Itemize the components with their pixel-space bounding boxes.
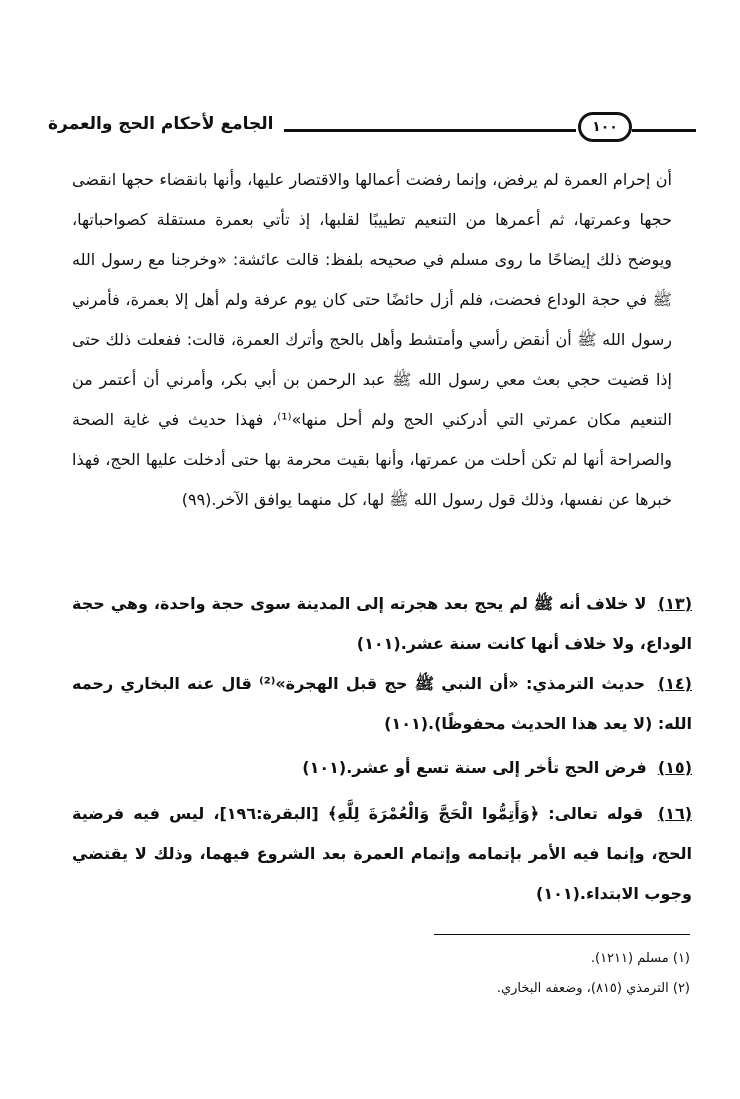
item-text: فرض الحج تأخر إلى سنة تسع أو عشر.(١٠١) [302,758,647,777]
item-text: حديث الترمذي: «أن النبي ﷺ حج قبل الهجرة»⁽²⁾ قال عنه البخاري رحمه الله: (لا يعد هذا الحديث محفوظًا).(١٠١) [72,674,692,733]
item-number: (١٤) [657,674,692,693]
item-text: قوله تعالى: ﴿وَأَتِمُّوا الْحَجَّ وَالْعُمْرَةَ لِلَّهِ﴾ [البقرة:١٩٦]، ليس فيه فرضية الحج، وإنما فيه الأمر بإتمامه وإتمام العمرة بعد الشروع فيهما، وذلك لا يقتضي وجوب الابتداء.(١٠١) [72,804,692,903]
footnote-separator [434,934,690,935]
header-rule-tail [632,129,696,132]
running-title: الجامع لأحكام الحج والعمرة [48,114,274,134]
item-number: (١٥) [657,758,692,777]
item-number: (١٣) [657,594,692,613]
header-rule [284,129,576,132]
footnote: (٢) الترمذي (٨١٥)، وضعفه البخاري. [496,981,690,996]
list-item-15 [72,748,692,788]
footnotes [90,944,690,1004]
list-item-13 [72,584,692,664]
footnote: (١) مسلم (١٢١١). [590,951,690,966]
page-number-badge: ١٠٠ [578,112,632,142]
list-item-16 [72,794,692,914]
item-number: (١٦) [657,804,693,823]
page-header [48,108,696,148]
item-text: لا خلاف أنه ﷺ لم يحج بعد هجرته إلى المدينة سوى حجة واحدة، وهي حجة الوداع، ولا خلاف أنها كانت سنة عشر.(١٠١) [72,594,692,653]
list-item-14 [72,664,692,744]
body-paragraph: أن إحرام العمرة لم يرفض، وإنما رفضت أعمالها والاقتصار عليها، وأنها بانقضاء حجها انقضى حجها وعمرتها، ثم أعمرها من التنعيم تطييبًا لقلبها، إذ تأتي بعمرة مستقلة كصواحباتها، ويوضح ذلك إيضاحًا ما روى مسلم في صحيحه بلفظ: قالت عائشة: «وخرجنا مع رسول الله ﷺ في حجة الوداع فحضت، فلم أزل حائضًا حتى كان يوم عرفة ولم أهل إلا بعمرة، فأمرني رسول الله ﷺ أن أنقض رأسي وأمتشط وأهل بالحج وأترك العمرة، قالت: ففعلت ذلك حتى إذا قضيت حجي بعث معي رسول الله ﷺ عبد الرحمن بن أبي بكر، وأمرني أن أعتمر من التنعيم مكان عمرتي التي أدركني الحج ولم أحل منها»⁽¹⁾، فهذا حديث في غاية الصحة والصراحة أنها لم تكن أحلت من عمرتها، وأنها بقيت محرمة بها حتى أدخلت عليها الحج، فهذا خبرها عن نفسها، وذلك قول رسول الله ﷺ لها، كل منهما يوافق الآخر.(٩٩) [72,170,673,509]
main-text [72,160,672,520]
